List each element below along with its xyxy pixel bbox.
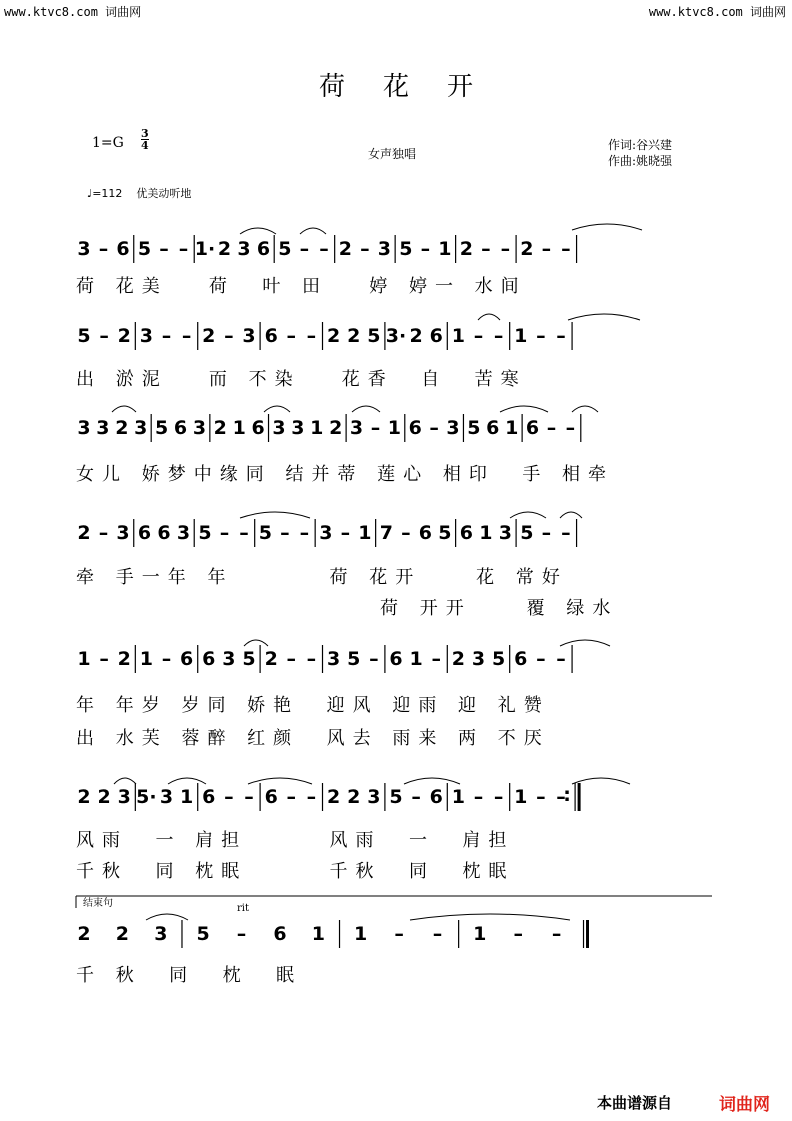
sustain-dash: –: [536, 325, 546, 347]
note: 1: [354, 923, 368, 945]
sustain-dash: –: [536, 648, 546, 670]
sustain-dash: –: [159, 238, 169, 260]
site-watermark-right: www.ktvc8.com 词曲网: [648, 5, 786, 19]
note: 1: [505, 417, 519, 439]
slur: [510, 512, 546, 518]
note: 3: [77, 417, 91, 439]
sustain-dash: –: [161, 648, 172, 670]
sustain-dash: –: [340, 522, 351, 544]
note: 6: [256, 238, 271, 260]
note: 3: [192, 417, 207, 439]
tempo-value: ♩=112: [87, 187, 123, 200]
note: 6: [525, 417, 540, 439]
note: 3: [222, 648, 236, 670]
slur: [112, 406, 136, 412]
note: 2: [409, 325, 423, 347]
slur: [572, 406, 598, 412]
note: 3: [446, 417, 460, 439]
note: 2: [77, 923, 91, 945]
note: 2: [451, 648, 465, 670]
note: 1: [514, 786, 528, 808]
note: 3: [117, 786, 131, 808]
note: 1: [451, 325, 465, 347]
sustain-dash: –: [98, 238, 109, 260]
note: 6: [264, 786, 278, 808]
lyric-line-2: 荷 开开 覆 绿水: [380, 598, 619, 619]
sustain-dash: –: [500, 238, 511, 260]
note: 1: [139, 648, 154, 670]
note: 2: [202, 325, 216, 347]
note: 1: [310, 417, 324, 439]
song-title: 荷花开: [318, 72, 511, 102]
rit-label: rit: [237, 903, 249, 914]
note: 3: [367, 786, 381, 808]
lyric-line-1: 荷 花美 荷 叶 田 婷 婷一 水间: [76, 276, 527, 297]
sustain-dash: –: [394, 923, 404, 945]
note: 1: [438, 238, 452, 260]
sustain-dash: –: [556, 325, 566, 347]
slur: [572, 224, 642, 230]
note: 1: [514, 325, 528, 347]
note: 6: [429, 325, 443, 347]
sustain-dash: –: [493, 325, 504, 347]
note: 7: [379, 522, 393, 544]
note: 1: [387, 417, 401, 439]
note: 2: [77, 786, 91, 808]
sustain-dash: –: [99, 648, 109, 670]
note: 6: [408, 417, 422, 439]
note: 6: [486, 417, 500, 439]
note: 5: [467, 417, 481, 439]
note: 5: [278, 238, 292, 260]
sustain-dash: –: [551, 923, 562, 945]
note: 2: [326, 786, 341, 808]
composer: 作曲:姚晓强: [608, 154, 673, 168]
sustain-dash: –: [306, 325, 317, 347]
lyric-line-1: 出 淤泥 而 不染 花香 自 苦寒: [76, 369, 527, 390]
note: 1: [311, 923, 326, 945]
note: 3: [159, 786, 174, 808]
note: 6: [116, 238, 130, 260]
note: 2: [117, 325, 131, 347]
note: 3: [77, 238, 91, 260]
note: 5: [242, 648, 256, 670]
note: 1·: [194, 238, 216, 260]
sustain-dash: –: [493, 786, 504, 808]
lyric-line-1: 女儿 娇梦中缘同 结并蒂 莲心 相印 手 相牵: [76, 464, 615, 485]
sustain-dash: –: [280, 522, 290, 544]
note: 5·: [136, 786, 157, 808]
note: 6: [173, 417, 188, 439]
note: 5: [438, 522, 452, 544]
note: 5: [77, 325, 91, 347]
note: 2: [117, 648, 131, 670]
note: 6: [429, 786, 443, 808]
note: 3: [349, 417, 364, 439]
note: 1: [180, 786, 194, 808]
note: 2: [115, 417, 129, 439]
sustain-dash: –: [541, 238, 552, 260]
voice-type: 女声独唱: [368, 147, 417, 161]
sustain-dash: –: [556, 786, 566, 808]
sustain-dash: –: [299, 238, 310, 260]
slur: [244, 640, 268, 646]
sustain-dash: –: [286, 786, 297, 808]
sustain-dash: –: [513, 923, 523, 945]
sustain-dash: –: [473, 325, 484, 347]
sustain-dash: –: [286, 648, 297, 670]
note: 5: [154, 417, 169, 439]
slur: [240, 512, 310, 518]
note: 3: [319, 522, 333, 544]
note: 5: [137, 238, 152, 260]
note: 3: [498, 522, 512, 544]
site-logo: 词曲网: [719, 1095, 770, 1115]
note: 1: [77, 648, 91, 670]
slur: [404, 778, 460, 784]
sustain-dash: –: [431, 648, 441, 670]
slur: [500, 406, 548, 412]
sustain-dash: –: [306, 786, 317, 808]
sustain-dash: –: [360, 238, 370, 260]
repeat-dots: :: [563, 784, 571, 806]
sustain-dash: –: [306, 648, 317, 670]
sustain-dash: –: [420, 238, 431, 260]
note: 5: [258, 522, 273, 544]
sustain-dash: –: [244, 786, 254, 808]
sustain-dash: –: [219, 522, 230, 544]
note: 5: [520, 522, 534, 544]
note: 2: [459, 238, 473, 260]
note: 1: [473, 923, 487, 945]
note: 2: [264, 648, 278, 670]
note: 2: [520, 238, 534, 260]
note: 3: [242, 325, 256, 347]
slur: [478, 314, 500, 320]
sustain-dash: –: [546, 417, 557, 439]
note: 5: [347, 648, 361, 670]
sustain-dash: –: [432, 923, 443, 945]
note: 3: [272, 417, 286, 439]
note: 6: [157, 522, 171, 544]
note: 6: [273, 923, 287, 945]
lyric-line-1: 风雨 一 肩担 风雨 一 肩担: [76, 830, 515, 851]
sustain-dash: –: [161, 325, 172, 347]
note: 3: [237, 238, 251, 260]
note: 2: [217, 238, 232, 260]
note: 2: [347, 786, 361, 808]
note: 6: [202, 786, 216, 808]
note: 6: [180, 648, 194, 670]
note: 6: [418, 522, 433, 544]
slur: [114, 778, 136, 784]
lyric-line-2: 出 水芙 蓉醉 红颜 风去 雨来 两 不厌: [76, 728, 550, 749]
slur: [560, 512, 582, 518]
slur: [248, 778, 312, 784]
note: 2: [213, 417, 227, 439]
sustain-dash: –: [224, 786, 234, 808]
note: 6: [264, 325, 278, 347]
sustain-dash: –: [561, 238, 571, 260]
note: 3: [134, 417, 148, 439]
sustain-dash: –: [236, 923, 247, 945]
note: 3: [377, 238, 392, 260]
note: 3·: [385, 325, 407, 347]
slur: [352, 406, 380, 412]
note: 3: [139, 325, 154, 347]
note: 2: [329, 417, 343, 439]
note: 5: [491, 648, 506, 670]
sustain-dash: –: [541, 522, 552, 544]
source-footer: 本曲谱源自: [596, 1094, 672, 1112]
note: 2: [326, 325, 341, 347]
lyric-line-2: 千秋 同 枕眠 千秋 同 枕眠: [76, 861, 515, 882]
note: 3: [326, 648, 341, 670]
slur: [568, 314, 640, 320]
note: 3: [116, 522, 130, 544]
sustain-dash: –: [286, 325, 297, 347]
note: 1: [409, 648, 423, 670]
note: 5: [389, 786, 403, 808]
sustain-dash: –: [411, 786, 421, 808]
note: 1: [479, 522, 493, 544]
note: 6: [389, 648, 403, 670]
note: 5: [399, 238, 413, 260]
note: 3: [96, 417, 110, 439]
sustain-dash: –: [99, 325, 109, 347]
slur: [146, 914, 188, 920]
sustain-dash: –: [224, 325, 234, 347]
sustain-dash: –: [565, 417, 576, 439]
sustain-dash: –: [369, 648, 379, 670]
site-watermark-left: www.ktvc8.com 词曲网: [4, 5, 142, 19]
note: 3: [291, 417, 305, 439]
note: 5: [367, 325, 381, 347]
key-signature: 1=G: [92, 135, 124, 151]
sustain-dash: –: [370, 417, 381, 439]
slur: [168, 778, 206, 784]
lyricist: 作词:谷兴建: [608, 138, 673, 152]
slur: [300, 228, 326, 234]
sustain-dash: –: [401, 522, 411, 544]
sustain-dash: –: [319, 238, 329, 260]
slur: [240, 228, 276, 234]
sustain-dash: –: [556, 648, 566, 670]
note: 6: [202, 648, 216, 670]
note: 6: [459, 522, 473, 544]
ending-label: 结束句: [83, 898, 113, 909]
slur: [572, 778, 630, 784]
note: 1: [232, 417, 246, 439]
sustain-dash: –: [536, 786, 546, 808]
slur: [264, 406, 290, 412]
note: 2: [115, 923, 130, 945]
sustain-dash: –: [181, 325, 192, 347]
note: 1: [358, 522, 372, 544]
slur: [560, 640, 610, 646]
note: 5: [198, 522, 212, 544]
sustain-dash: –: [429, 417, 439, 439]
sustain-dash: –: [561, 522, 571, 544]
sustain-dash: –: [98, 522, 109, 544]
sustain-dash: –: [481, 238, 491, 260]
time-signature-bottom: 4: [141, 139, 149, 152]
sustain-dash: –: [299, 522, 310, 544]
lyric-line-1: 年 年岁 岁同 娇艳 迎风 迎雨 迎 礼赞: [76, 695, 550, 716]
lyric-line-1: 牵 手一年 年 荷 花开 花 常好: [76, 567, 568, 588]
slur: [410, 914, 570, 920]
expression-mark: 优美动听地: [136, 187, 192, 200]
note: 3: [176, 522, 191, 544]
sustain-dash: –: [473, 786, 484, 808]
note: 3: [471, 648, 486, 670]
time-signature-top: 3: [141, 127, 149, 140]
note: 2: [347, 325, 361, 347]
note: 5: [196, 923, 210, 945]
sustain-dash: –: [239, 522, 249, 544]
sustain-dash: –: [178, 238, 189, 260]
note: 6: [251, 417, 265, 439]
note: 2: [97, 786, 111, 808]
note: 6: [137, 522, 152, 544]
note: 2: [338, 238, 353, 260]
lyric-line-1: 千 秋 同 枕 眠: [76, 965, 303, 986]
note: 6: [514, 648, 528, 670]
note: 1: [451, 786, 465, 808]
note: 2: [77, 522, 91, 544]
note: 3: [154, 923, 168, 945]
